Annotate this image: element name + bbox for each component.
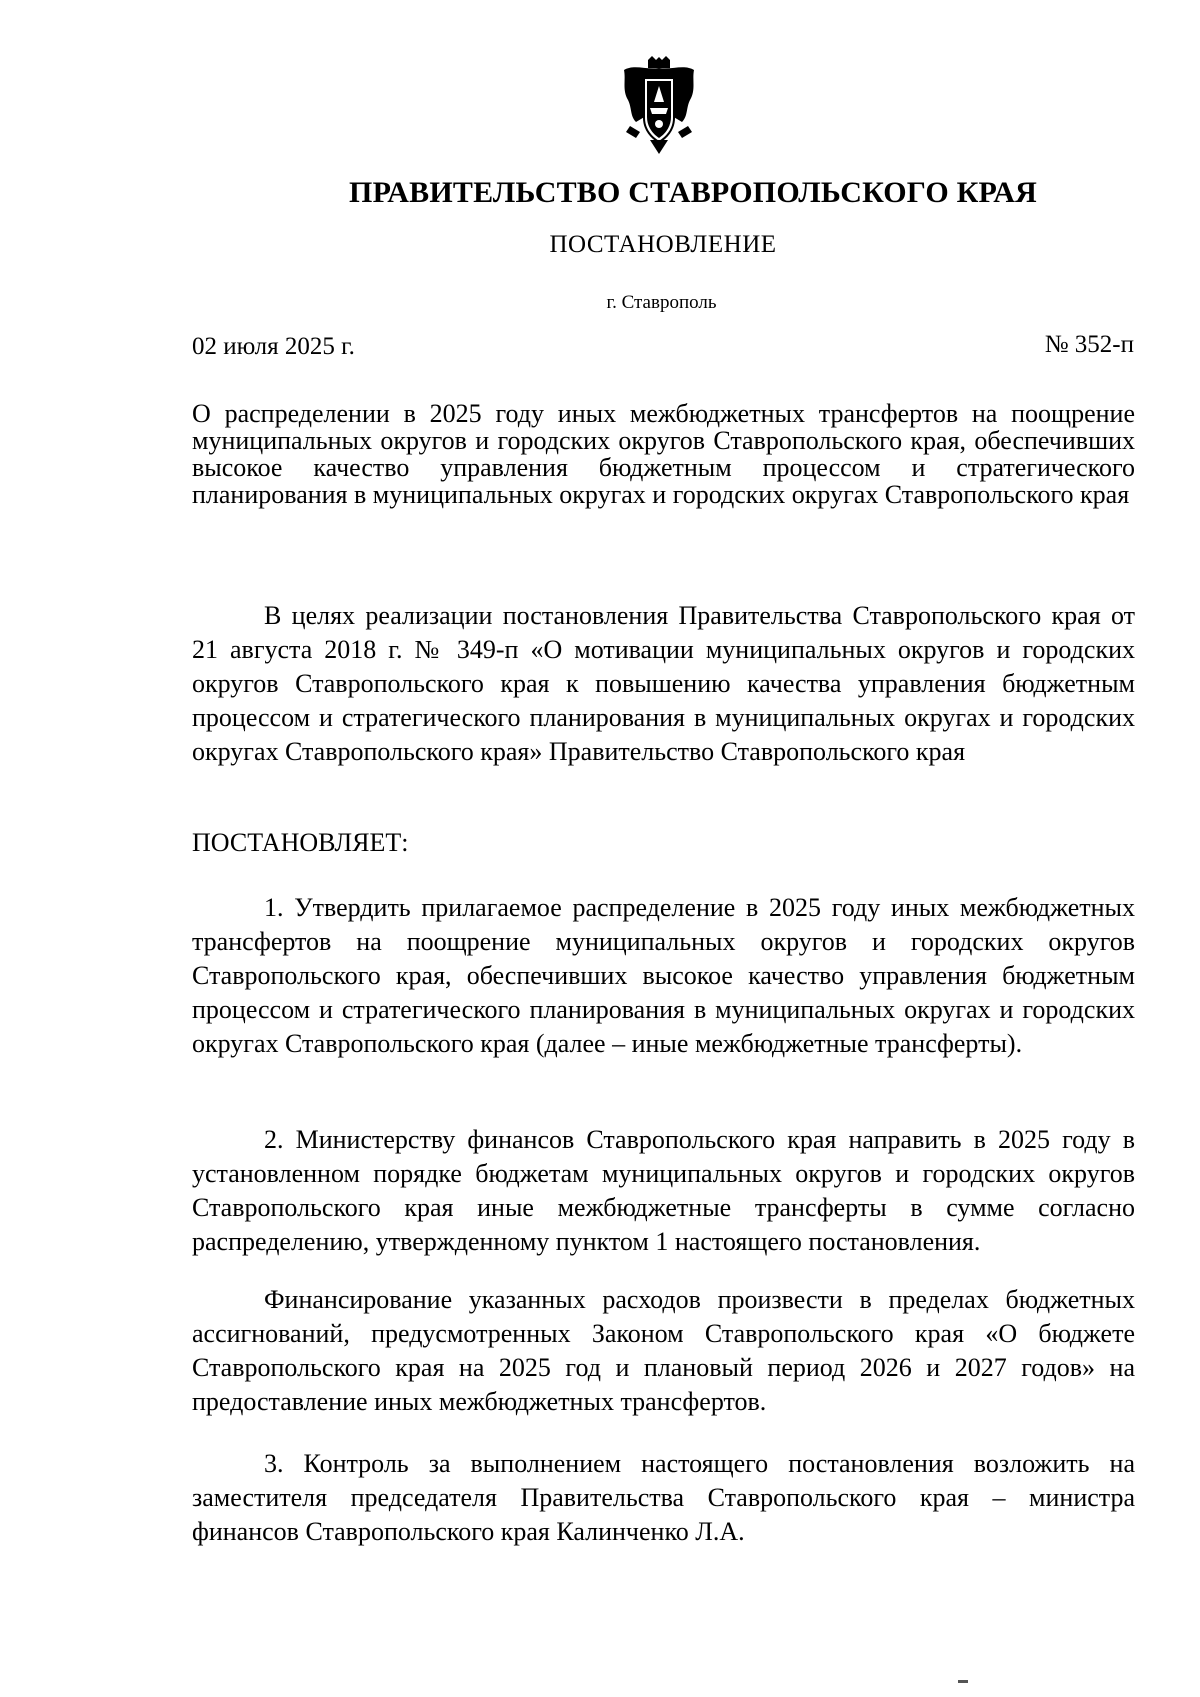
- document-subject: О распределении в 2025 году иных межбюджетных трансфертов на поощрение муниципальных округов и городских округов Ставропольского края, обеспечивших высокое качество управления бюджетным процессом и стратегического планирования в муниципальных округах и городских округах Ставропольского края: [192, 399, 1135, 509]
- item-2-financing-paragraph: Финансирование указанных расходов произвести в пределах бюджетных ассигнований, предусмотренных Законом Ставропольского края «О бюджете Ставропольского края на 2025 год и плановый период 2026 и 2027 годов» на предоставление иных межбюджетных трансфертов.: [192, 1285, 1135, 1416]
- item-2-paragraph: 2. Министерству финансов Ставропольского края направить в 2025 году в установленном порядке бюджетам муниципальных округов и городских округов Ставропольского края иные межбюджетные трансферты в сумме согласно распределению, утвержденному пунктом 1 настоящего постановления.: [192, 1125, 1135, 1256]
- item-1-paragraph: 1. Утвердить прилагаемое распределение в 2025 году иных межбюджетных трансфертов на поощрение муниципальных округов и городских округов Ставропольского края, обеспечивших высокое качество управления бюджетным процессом и стратегического планирования в муниципальных округах и городских округах Ставропольского края (далее – иные межбюджетные трансферты).: [192, 893, 1135, 1058]
- decree-heading: ПОСТАНОВЛЯЕТ:: [192, 828, 409, 857]
- document-type: ПОСТАНОВЛЕНИЕ: [549, 231, 777, 258]
- coat-of-arms-icon: [620, 56, 698, 154]
- document-date: 02 июля 2025 г.: [192, 333, 355, 360]
- document-number: № 352-п: [1044, 331, 1134, 358]
- city: г. Ставрополь: [606, 292, 717, 313]
- item-3-paragraph: 3. Контроль за выполнением настоящего постановления возложить на заместителя председателя Правительства Ставропольского края – министра финансов Ставропольского края Калинченко Л.А.: [192, 1449, 1135, 1546]
- scan-mark: [958, 1680, 968, 1683]
- government-title: ПРАВИТЕЛЬСТВО СТАВРОПОЛЬСКОГО КРАЯ: [349, 176, 1037, 209]
- intro-paragraph: В целях реализации постановления Правительства Ставропольского края от 21 августа 2018 г. № 349-п «О мотивации муниципальных округов и городских округов Ставропольского края к повышению качества управления бюджетным процессом и стратегического планирования в муниципальных округах и городских округах Ставропольского края» Правительство Ставропольского края: [192, 601, 1135, 766]
